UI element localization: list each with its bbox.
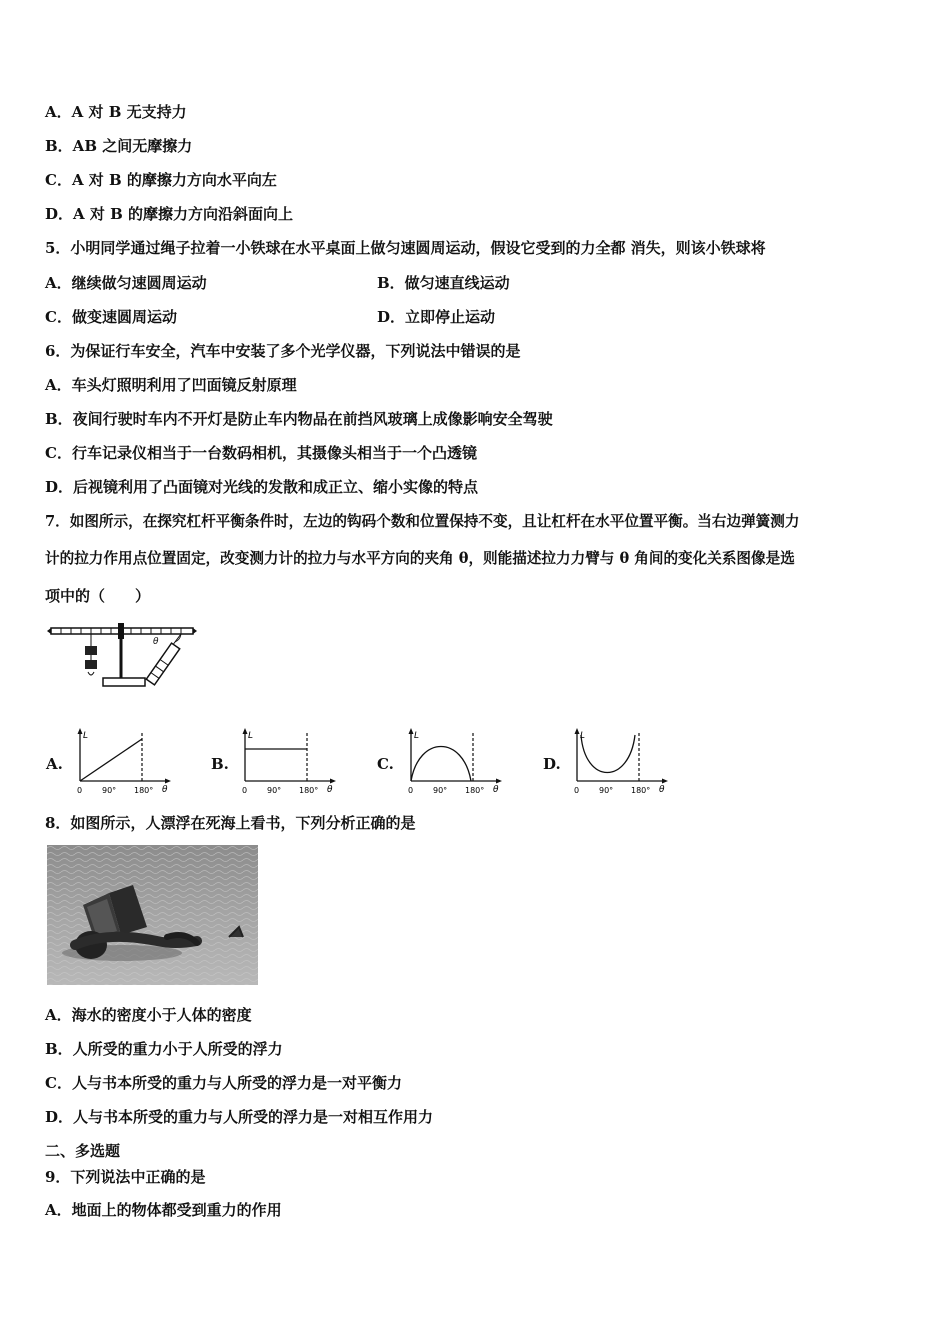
q4-option-b: B．AB 之间无摩擦力 — [45, 137, 193, 155]
q7-graph-b — [235, 725, 340, 797]
graph-a-tick-90: 90° — [102, 786, 117, 795]
q8-option-b: B．人所受的重力小于人所受的浮力 — [45, 1040, 283, 1058]
graph-a-tick-0: 0 — [77, 786, 83, 795]
q7-stem-line3: 项中的（ ） — [45, 587, 151, 605]
q8-option-d: D．人与书本所受的重力与人所受的浮力是一对相互作用力 — [45, 1108, 434, 1126]
graph-d-tick-0: 0 — [574, 786, 580, 795]
q5-stem: 5．小明同学通过绳子拉着一小铁球在水平桌面上做匀速圆周运动，假设它受到的力全都 消失，则该小铁球将 — [45, 239, 766, 257]
q6-option-d: D．后视镜利用了凸面镜对光线的发散和成正立、缩小实像的特点 — [45, 478, 479, 496]
q6-option-c: C．行车记录仪相当于一台数码相机，其摄像头相当于一个凸透镜 — [45, 444, 477, 462]
graph-c-y-axis-label: L — [414, 731, 420, 741]
graph-b-tick-180: 180° — [299, 786, 319, 795]
q8-option-c: C．人与书本所受的重力与人所受的浮力是一对平衡力 — [45, 1074, 402, 1092]
lever-apparatus-figure — [45, 618, 205, 693]
graph-d-y-axis-label: L — [580, 731, 586, 741]
q7-graph-label-b: B. — [211, 755, 229, 773]
graph-c-tick-0: 0 — [408, 786, 414, 795]
section-heading-multiple-choice: 二、多选题 — [45, 1142, 121, 1160]
graph-c-tick-180: 180° — [465, 786, 485, 795]
graph-d-x-axis-label: θ — [659, 785, 665, 795]
graph-a-y-axis-label: L — [83, 731, 89, 741]
q7-stem-line1: 7．如图所示，在探究杠杆平衡条件时，左边的钩码个数和位置保持不变，且让杠杆在水平位置平衡。当右边弹簧测力 — [45, 513, 800, 530]
q7-graph-label-c: C. — [377, 755, 394, 773]
graph-a-tick-180: 180° — [134, 786, 154, 795]
graph-b-tick-90: 90° — [267, 786, 282, 795]
dead-sea-floating-reader-photo — [47, 845, 258, 985]
graph-a-x-axis-label: θ — [162, 785, 168, 795]
graph-d-tick-180: 180° — [631, 786, 651, 795]
q7-graph-d — [567, 725, 672, 797]
q7-graph-c — [401, 725, 506, 797]
q7-graph-a — [70, 725, 175, 797]
q5-option-d: D．立即停止运动 — [377, 308, 496, 326]
graph-b-y-axis-label: L — [248, 731, 254, 741]
q7-graph-label-a: A. — [46, 755, 63, 773]
graph-b-x-axis-label: θ — [327, 785, 333, 795]
lever-theta-label: θ — [153, 637, 159, 647]
graph-b-tick-0: 0 — [242, 786, 248, 795]
q5-option-c: C．做变速圆周运动 — [45, 308, 177, 326]
q6-option-b: B．夜间行驶时车内不开灯是防止车内物品在前挡风玻璃上成像影响安全驾驶 — [45, 410, 553, 428]
graph-d-tick-90: 90° — [599, 786, 614, 795]
q4-option-d: D．A 对 B 的摩擦力方向沿斜面向上 — [45, 205, 293, 223]
q9-stem: 9．下列说法中正确的是 — [45, 1168, 206, 1186]
graph-c-x-axis-label: θ — [493, 785, 499, 795]
q5-option-b: B．做匀速直线运动 — [377, 274, 510, 292]
q5-option-a: A．继续做匀速圆周运动 — [45, 274, 207, 292]
q7-stem-line2: 计的拉力作用点位置固定，改变测力计的拉力与水平方向的夹角 θ，则能描述拉力力臂与 θ 角间的变化关系图像是选 — [45, 550, 795, 567]
q8-option-a: A．海水的密度小于人体的密度 — [45, 1006, 252, 1024]
q9-option-a: A．地面上的物体都受到重力的作用 — [45, 1201, 282, 1219]
q4-option-a: A．A 对 B 无支持力 — [45, 103, 187, 121]
q7-graph-label-d: D. — [543, 755, 561, 773]
q8-stem: 8．如图所示，人漂浮在死海上看书，下列分析正确的是 — [45, 814, 416, 832]
q6-stem: 6．为保证行车安全，汽车中安装了多个光学仪器，下列说法中错误的是 — [45, 342, 521, 360]
q4-option-c: C．A 对 B 的摩擦力方向水平向左 — [45, 171, 277, 189]
graph-c-tick-90: 90° — [433, 786, 448, 795]
q6-option-a: A．车头灯照明利用了凹面镜反射原理 — [45, 376, 297, 394]
